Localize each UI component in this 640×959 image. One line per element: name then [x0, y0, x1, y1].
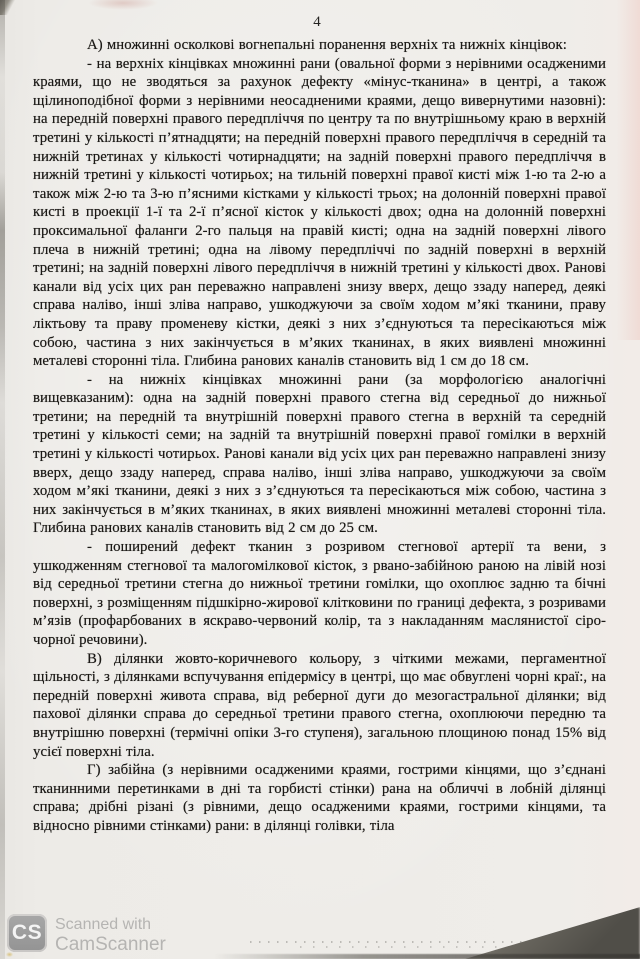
paragraph-b-burns: В) ділянки жовто-коричневого кольору, з чіткими межами, пергаментної щільності, з ділянками вспучування епідермісу в центрі, що має обвуглені чорні краї:, на передній поверхні живота справа, від реберної дуги до мезогастральної ділянки; від пахової ділянки справа до середньої третини правого стегна, охоплюючи передню та внутрішню поверхні (термічні опіки 3-го ступеня), загальною площиною понад 15% від усієї поверхні тіла.	[33, 650, 606, 760]
camscanner-logo-icon: CS	[7, 914, 47, 952]
scan-artifact-top-smudge	[88, 0, 158, 10]
paragraph-tissue-defect: - поширений дефект тканин з розривом стегнової артерії та вени, з ушкодженням стегнової та малогомілкової кісток, з рвано-забійною раною на лівій нозі від середньої третини стегна до нижньої третини гомілки, що охоплює задню та бічні поверхні, з розміщенням підшкірно-жирової клітковини по границі дефекта, з розривами м’язів (профарбованих в яскраво-червоний колір, та з накладанням маслянистої сіро-чорної речовини).	[33, 539, 606, 648]
document-body	[33, 36, 606, 836]
paragraph-lower-limbs: - на нижніх кінцівках множинні рани (за морфологією аналогічні вищевказаним): одна на задній поверхні правого стегна від середньої до нижньої третини; на передній та внутрішній поверхні правого стегна в верхній та середній третині у кількості семи; на задній та внутрішній поверхні правої гомілки в верхній третині у кількості чотирьох. Ранові канали від усіх цих ран переважно направлені знизу вверх, дещо ззаду наперед, справа наліво, інші зліва направо, ушкоджуючи за своїм ходом м’які тканини, деякі з них з з’єднуються та пересікаються між собою, частина з них закінчується в м’яких тканинах, в яких виявлені множинні металеві сторонні тіла. Глибина ранових каналів становить від 2 см до 25 см.	[33, 371, 606, 537]
watermark-line1: Scanned with	[55, 916, 152, 933]
paragraph-a-heading: А) множинні осколкові вогнепальні поранення верхніх та нижніх кінцівок:	[87, 37, 567, 53]
camscanner-watermark-text	[55, 914, 166, 956]
paragraph-upper-limbs: - на верхніх кінцівках множинні рани (овальної форми з нерівними осадженими краями, що не зводяться за рахунок дефекту «мінус-тканина» в центрі, а також щілиноподібної форми з нерівними неосадненими краями, дещо вивернутими назовні): на передній поверхні правого передпліччя по центру та по внутрішньому краю в верхній третині у кількості п’ятнадцяти; на передній поверхні правого передпліччя в середній та нижній третинах у кількості чотирнадцяти; на задній поверхні правого передпліччя в нижній третині у кількості чотирьох; на тильній поверхні правої кисті між 1-ю та 2-ю а також між 2-ю та 3-ю п’ясними кістками у кількості трьох; на долонній поверхні правої кисті в проекції 1-ї та 2-ї п’ясної кісток у кількості двох; одна на долонній поверхні проксимальної фаланги 2-го пальця на правій кисті; одна на задній поверхні лівого плеча в нижній третині; одна на лівому передпліччі по задній поверхні в верхній третині; на задній поверхні лівого передпліччя в нижній третині у кількості двох. Ранові канали від усіх цих ран переважно направлені знизу вверх, дещо ззаду наперед, деякі справа наліво, інші зліва направо, ушкоджуючи за своїм ходом м’які тканини, праву ліктьову та праву променеву кістки, деякі з них з’єднуються та пересікаються між собою, частина з них закінчується в м’яких тканинах, в яких виявлені множинні металеві сторонні тіла. Глибина ранових каналів становить від 1 см до 18 см.	[33, 55, 606, 370]
watermark-line2: CamScanner	[55, 934, 166, 955]
scan-artifact-bottom-strip	[215, 954, 640, 959]
camscanner-watermark	[7, 914, 166, 956]
paragraph-g-wounds: Г) забійна (з нерівними осадженими краями, гострими кінцями, що з’єднані тканинними перетинками в дні та горбисті стінки) рана на обличчі в лобній ділянці справа; дрібні різані (з рівними, дещо осадженими краями, гострими кінцями, та відносно рівними стінками) рани: в ділянці голівки, тіла	[33, 762, 606, 834]
scan-artifact-bottom-right-shadow	[465, 907, 640, 959]
page-number: 4	[313, 14, 321, 30]
scan-artifact-right-edge-tint	[616, 0, 640, 340]
scan-artifact-left-edge	[0, 0, 5, 959]
